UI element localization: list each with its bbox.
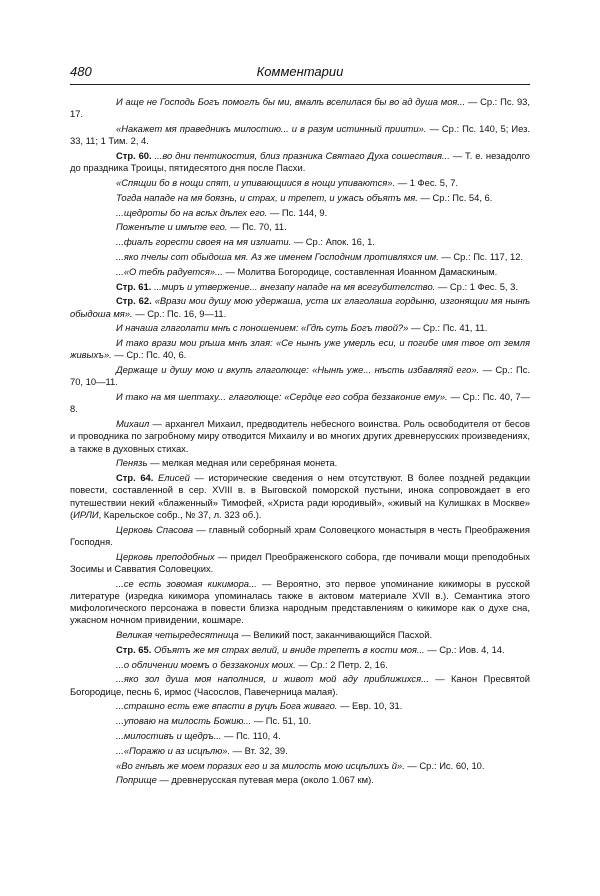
quoted-text: ИРЛИ (73, 508, 99, 520)
commentary-text: — Ср.: Пс. 117, 12. (438, 250, 524, 262)
commentary-paragraph (70, 221, 530, 233)
commentary-text: — Ср.: 1 Фес. 5, 3. (435, 280, 518, 292)
commentary-paragraph (70, 364, 530, 388)
quoted-text: Церковь преподобных (116, 550, 215, 562)
commentary-text: — Ср.: Пс. 70, 10—11. (70, 364, 530, 388)
commentary-text: — 1 Фес. 5, 7. (395, 177, 459, 188)
commentary-paragraph (70, 295, 530, 319)
quoted-text: ...милостивъ и щедръ... (116, 729, 222, 741)
commentary-text: — Вероятно, это первое упоминание кикиморы в русской литературе (изредка кикимора упоминалась также в актовом материале XVII в.). Семантика этого мифологического персонажа в повести близка народным представлениям о кикиморе как о духе сна, ужасном ночном привидении, кошмаре. (70, 577, 531, 626)
quoted-text: ...се есть зовомая кикимора... (116, 577, 257, 589)
commentary-paragraph (70, 266, 530, 278)
commentary-text: — Ср.: Пс. 140, 5; Иез. 33, 11; 1 Тим. 2, 4. (70, 123, 530, 147)
commentary-paragraph (70, 578, 530, 627)
commentary-paragraph (70, 472, 530, 521)
commentary-body (70, 96, 531, 789)
commentary-paragraph (70, 207, 530, 219)
commentary-paragraph (70, 236, 530, 248)
commentary-text: — придел Преображенского собора, где почивали мощи преподобных Зосимы и Савватия Соловецких. (70, 550, 530, 574)
commentary-paragraph (70, 391, 530, 415)
commentary-paragraph (70, 673, 530, 697)
quoted-text: Объятъ же мя страх велий, и вниде трепетъ в кости моя... (151, 643, 425, 655)
commentary-text: — Евр. 10, 31. (337, 700, 403, 712)
quoted-text: Елисей (153, 472, 190, 484)
commentary-paragraph (70, 418, 530, 455)
quoted-text: Поженѣте и имѣте его. (116, 221, 228, 233)
page-ref: Стр. 61. (116, 280, 152, 292)
commentary-text: — Ср.: Пс. 93, 17. (70, 96, 530, 120)
commentary-paragraph (70, 322, 530, 334)
quoted-text: И аще не Господь Богъ помоглъ бы ми, вмалѣ вселилася бы во ад душа моя... (116, 96, 466, 107)
commentary-paragraph (70, 760, 530, 772)
commentary-text: — архангел Михаил, предводитель небесного воинства. Роль освободителя от бесов и проводника по загробному миру отводится Михаилу и во многих других древнерусских произведениях, а также в духовных стихах. (70, 418, 530, 454)
quoted-text: ...щедроты бо на всѣх дѣлех его. (116, 206, 268, 218)
running-header (70, 64, 530, 82)
commentary-paragraph (70, 774, 530, 786)
commentary-text: — Ср.: Пс. 16, 9—11. (132, 307, 227, 319)
commentary-text: — исторические сведения о нем отсутствуют. В более поздней редакции повести, составленной в сер. XVIII в. в Выговской поморской пустыни, инока сопровождает в его путешествии некий «блаженный» Тимофей, «Христа ради юродивый», «живый на Кулишках в Москве» ( (70, 472, 530, 520)
quoted-text: «Во гнѣвѣ же моем поразих его и за милость мою исцѣлихъ й». (116, 759, 405, 771)
quoted-text: Держаще и душу мою и вкупѣ глаголюще: «Нынѣ уже... нѣсть избавляяй его». (116, 364, 480, 376)
quoted-text: И начаша глаголати мнѣ с поношением: «Гдѣ суть Богъ твой?» (116, 322, 409, 334)
commentary-text: — Ср.: Пс. 41, 11. (408, 322, 488, 334)
commentary-paragraph (70, 177, 530, 189)
quoted-text: ...фиалъ горести своея на мя излиати. (116, 236, 292, 248)
quoted-text: И тако врази мои рѣша мнѣ злая: «Се нынѣ уже умерль еси, и погибе имя твое от земля живыхъ». (70, 337, 530, 361)
quoted-text: ...во дни пентикостия, близ празника Святаго Духа сошествия... (151, 150, 450, 161)
commentary-paragraph (70, 123, 530, 147)
commentary-text: — Великий пост, заканчивающийся Пасхой. (238, 628, 433, 640)
running-title: Комментарии (256, 64, 344, 79)
commentary-paragraph (70, 524, 530, 548)
commentary-paragraph (70, 96, 530, 120)
quoted-text: «Накажет мя праведникъ милостию... и в разум истинный приити». (116, 123, 427, 134)
quoted-text: «Врази мои душу мою удержаша, уста их глаголаша гордыню, изгонящии мя нынѣ обыдоша мя». (70, 295, 530, 319)
quoted-text: ...«О тебѣ радуется»... (116, 265, 223, 277)
quoted-text: ...миръ и утвержение... внезапу нападе на мя всегубителство. (151, 280, 436, 292)
quoted-text: Великая четыредесятница (116, 628, 239, 640)
commentary-text: — Ср.: Иов. 4, 14. (424, 643, 505, 655)
commentary-paragraph (70, 551, 530, 575)
quoted-text: ...о обличении моемъ о беззаконих моих. (116, 658, 296, 670)
quoted-text: ...«Поражю и аз исцѣлю». (116, 744, 231, 756)
commentary-paragraph (70, 337, 530, 361)
commentary-paragraph (70, 715, 530, 727)
commentary-text: — Пс. 51, 10. (251, 715, 312, 727)
page-ref: Стр. 64. (116, 472, 154, 484)
quoted-text: ...яко пчелы сот обыдоша мя. Аз же именем Господним противляхся им. (116, 250, 439, 262)
commentary-paragraph (70, 281, 530, 293)
commentary-text: — Ср.: Ис. 60, 10. (404, 759, 485, 771)
page-ref: Стр. 60. (116, 150, 152, 161)
quoted-text: Поприще (116, 774, 157, 786)
quoted-text: ...яко зол душа моя наполнися, и живот мой аду приближихся... (116, 673, 429, 685)
commentary-paragraph (70, 644, 530, 656)
quoted-text: Михаил (116, 418, 150, 430)
commentary-text: — Ср.: Пс. 40, 6. (111, 349, 187, 361)
commentary-text: — Ср.: Пс. 40, 7—8. (70, 391, 530, 415)
commentary-text: — главный соборный храм Соловецкого монастыря в честь Преображения Господня. (70, 523, 530, 547)
commentary-paragraph (70, 745, 530, 757)
commentary-text: — Т. е. незадолго до праздника Троицы, пятидесятого дня после Пасхи. (70, 150, 531, 174)
quoted-text: И тако на мя шептаху... глаголюще: «Сердце его собра беззаконие ему». (116, 391, 448, 403)
commentary-text: , Карельское собр., № 37, л. 323 об.). (98, 508, 262, 520)
commentary-text: — древнерусская путевая мера (около 1.067 км). (156, 774, 374, 786)
commentary-paragraph (70, 150, 530, 174)
commentary-paragraph (70, 700, 530, 712)
commentary-text: — Молитва Богородице, составленная Иоанном Дамаскиным. (222, 265, 498, 277)
commentary-paragraph (70, 629, 530, 641)
page-ref: Стр. 62. (116, 295, 152, 307)
page-number: 480 (70, 64, 92, 79)
quoted-text: «Спящии бо в нощи спят, и упивающиися в нощи упиваются». (116, 177, 396, 188)
commentary-paragraph (70, 251, 530, 263)
commentary-text: — Ср.: Апок. 16, 1. (291, 236, 375, 248)
commentary-paragraph (70, 457, 530, 469)
commentary-text: — Пс. 70, 11. (227, 221, 287, 233)
commentary-paragraph (70, 659, 530, 671)
commentary-text: — Ср.: 2 Петр. 2, 16. (295, 658, 388, 670)
page-ref: Стр. 65. (116, 643, 152, 655)
commentary-text: — Вт. 32, 39. (230, 744, 288, 756)
commentary-text: — Пс. 144, 9. (267, 206, 328, 218)
header-rule (70, 84, 530, 85)
quoted-text: ...страшно есть еже впасти в руцѣ Бога живаго. (116, 700, 338, 712)
quoted-text: Тогда нападе на мя боязнь, и страх, и трепет, и ужасъ объятъ мя. (116, 191, 418, 203)
commentary-text: — Канон Пресвятой Богородице, песнь 6, ирмос (Часослов, Павечерница малая). (70, 673, 530, 697)
quoted-text: Пенязь (116, 457, 148, 469)
commentary-text: — мелкая медная или серебряная монета. (147, 457, 338, 469)
commentary-paragraph (70, 730, 530, 742)
quoted-text: ...уповаю на милость Божию... (116, 715, 252, 727)
commentary-paragraph (70, 192, 530, 204)
quoted-text: Церковь Спасова (116, 523, 194, 535)
commentary-text: — Пс. 110, 4. (221, 729, 281, 741)
commentary-text: — Ср.: Пс. 54, 6. (417, 191, 493, 203)
